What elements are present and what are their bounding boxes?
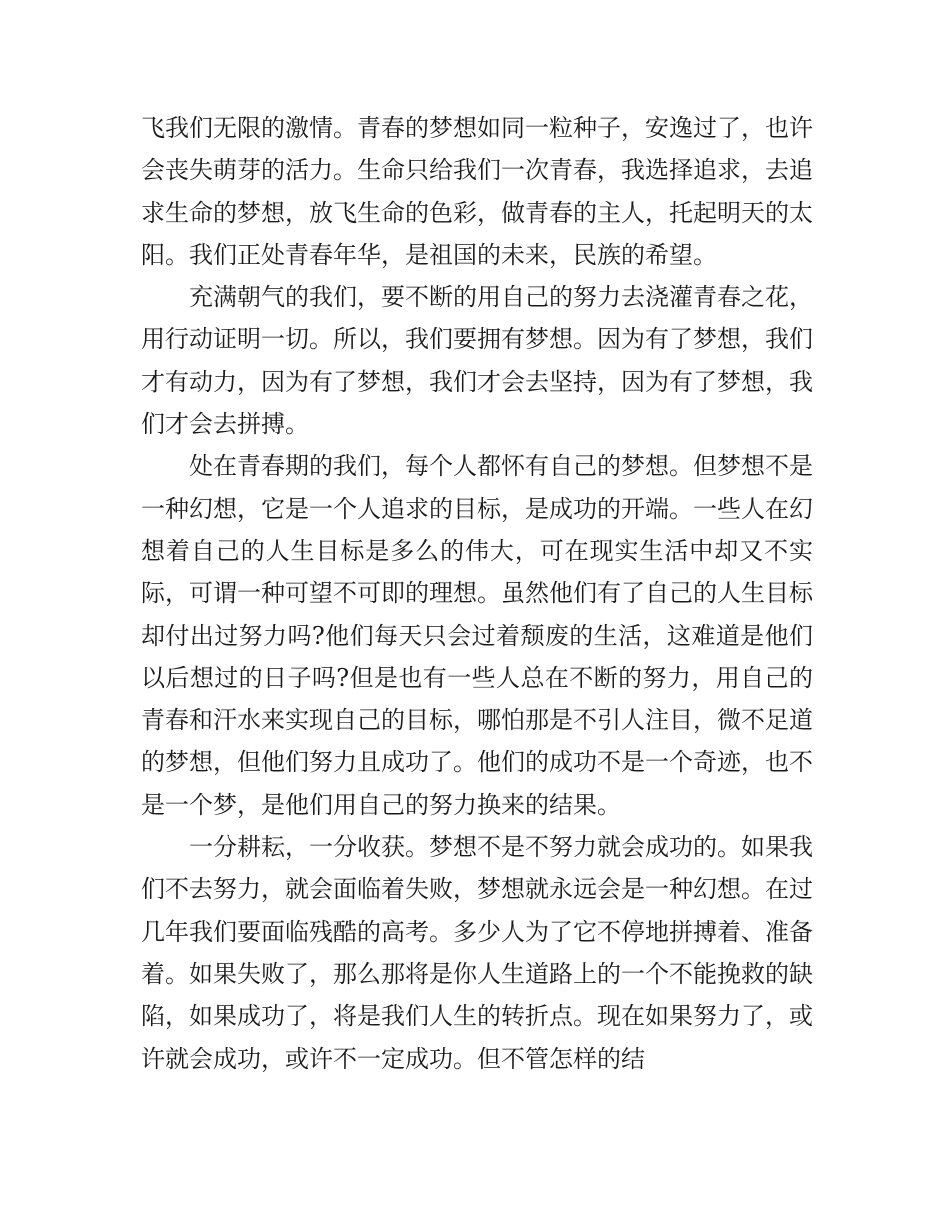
paragraph-1: 飞我们无限的激情。青春的梦想如同一粒种子，安逸过了，也许会丧失萌芽的活力。生命只给我们一次青春，我选择追求，去追求生命的梦想，放飞生命的色彩，做青春的主人，托起明天的太阳。我们正处青春年华，是祖国的未来，民族的希望。 <box>141 114 813 269</box>
paragraph-2: 充满朝气的我们，要不断的用自己的努力去浇灌青春之花，用行动证明一切。所以，我们要拥有梦想。因为有了梦想，我们才有动力，因为有了梦想，我们才会去坚持，因为有了梦想，我们才会去拼搏。 <box>141 283 813 439</box>
body-text <box>141 107 813 1080</box>
paragraph-4: 一分耕耘，一分收获。梦想不是不努力就会成功的。如果我们不去努力，就会面临着失败，梦想就永远会是一种幻想。在过几年我们要面临残酷的高考。多少人为了它不停地拼搏着、准备着。如果失败了，那么那将是你人生道路上的一个不能挽救的缺陷，如果成功了，将是我们人生的转折点。现在如果努力了，或许就会成功，或许不一定成功。但不管怎样的结 <box>141 833 813 1073</box>
paragraph-3: 处在青春期的我们，每个人都怀有自己的梦想。但梦想不是一种幻想，它是一个人追求的目标，是成功的开端。一些人在幻想着自己的人生目标是多么的伟大，可在现实生活中却又不实际，可谓一种可望不可即的理想。虽然他们有了自己的人生目标却付出过努力吗?他们每天只会过着颓废的生活，这难道是他们以后想过的日子吗?但是也有一些人总在不断的努力，用自己的青春和汗水来实现自己的目标，哪怕那是不引人注目，微不足道的梦想，但他们努力且成功了。他们的成功不是一个奇迹，也不是一个梦，是他们用自己的努力换来的结果。 <box>141 452 813 819</box>
